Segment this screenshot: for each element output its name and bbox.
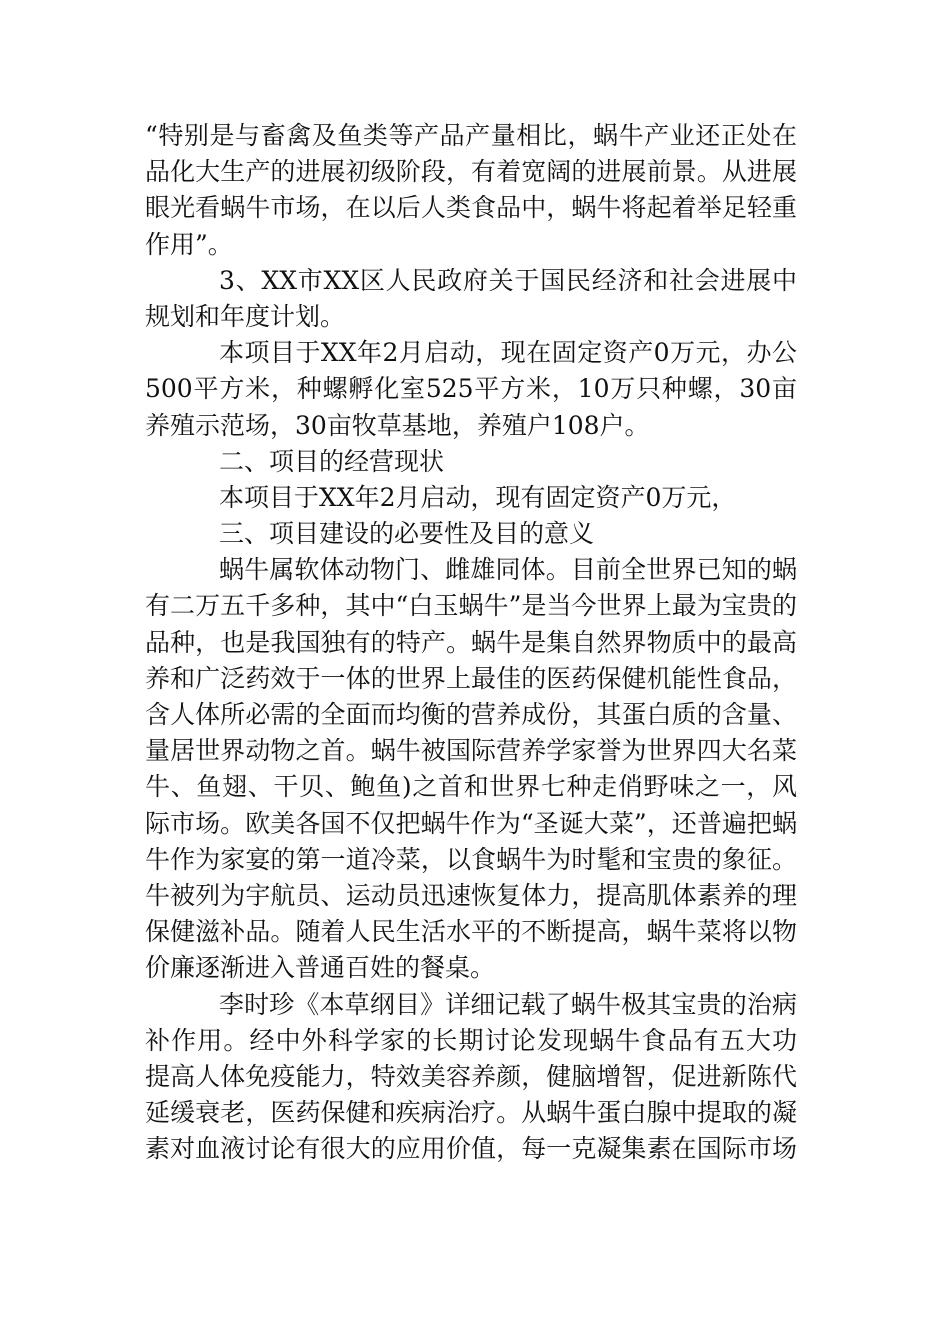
text-line: 有二万五千多种，其中“白玉蜗牛”是当今世界上最为宝贵的 [145,591,797,621]
text-line: 本项目于XX年2月启动，现有固定资产0万元， [219,482,737,512]
text-line: “特别是与畜禽及鱼类等产品产量相比，蜗牛产业还正处在 [145,121,797,150]
text-line: 3、XX市XX区人民政府关于国民经济和社会进展中 [219,265,797,295]
text-line: 牛、鱼翅、干贝、鲍鱼)之首和世界七种走俏野味之一，风 [145,772,797,802]
text-line: 提高人体免疫能力，特效美容养颜，健脑增智，促进新陈代 [145,1061,797,1091]
text-line: 延缓衰老，医药保健和疾病治疗。从蜗牛蛋白腺中提取的凝 [145,1098,797,1128]
text-line: 眼光看蜗牛市场，在以后人类食品中，蜗牛将起着举足轻重 [145,193,797,223]
text-line: 养殖示范场，30亩牧草基地，养殖户108户。 [145,410,650,440]
text-line: 作用”。 [145,229,233,259]
text-line: 规划和年度计划。 [145,301,346,331]
section-heading: 二、项目的经营现状 [219,446,445,476]
text-line: 养和广泛药效于一体的世界上最佳的医药保健机能性食品， [145,663,797,693]
text-line: 量居世界动物之首。蜗牛被国际营养学家誉为世界四大名菜 [145,736,797,766]
text-line: 品化大生产的进展初级阶段，有着宽阔的进展前景。从进展 [145,157,797,187]
text-line: 素对血液讨论有很大的应用价值，每一克凝集素在国际市场 [145,1134,797,1164]
text-line: 价廉逐渐进入普通百姓的餐桌。 [145,953,496,983]
text-line: 李时珍《本草纲目》详细记载了蜗牛极其宝贵的治病 [219,989,797,1019]
text-line: 500平方米，种螺孵化室525平方米，10万只种螺，30亩 [145,374,797,404]
text-line: 蜗牛属软体动物门、雌雄同体。目前全世界已知的蜗 [219,555,797,585]
text-line: 保健滋补品。随着人民生活水平的不断提高，蜗牛菜将以物 [145,917,797,947]
text-line: 际市场。欧美各国不仅把蜗牛作为“圣诞大菜”，还普遍把蜗 [145,808,797,838]
text-line: 本项目于XX年2月启动，现在固定资产0万元，办公 [219,338,797,368]
text-line: 牛被列为宇航员、运动员迅速恢复体力，提高肌体素养的理 [145,880,797,910]
document-body [145,118,797,1167]
text-line: 牛作为家宴的第一道冷菜，以食蜗牛为时髦和宝贵的象征。 [145,844,797,874]
text-line: 品种，也是我国独有的特产。蜗牛是集自然界物质中的最高 [145,627,797,657]
section-heading: 三、项目建设的必要性及目的意义 [219,519,595,549]
text-line: 含人体所必需的全面而均衡的营养成份，其蛋白质的含量、 [145,700,797,729]
text-line: 补作用。经中外科学家的长期讨论发现蜗牛食品有五大功 [145,1025,797,1055]
